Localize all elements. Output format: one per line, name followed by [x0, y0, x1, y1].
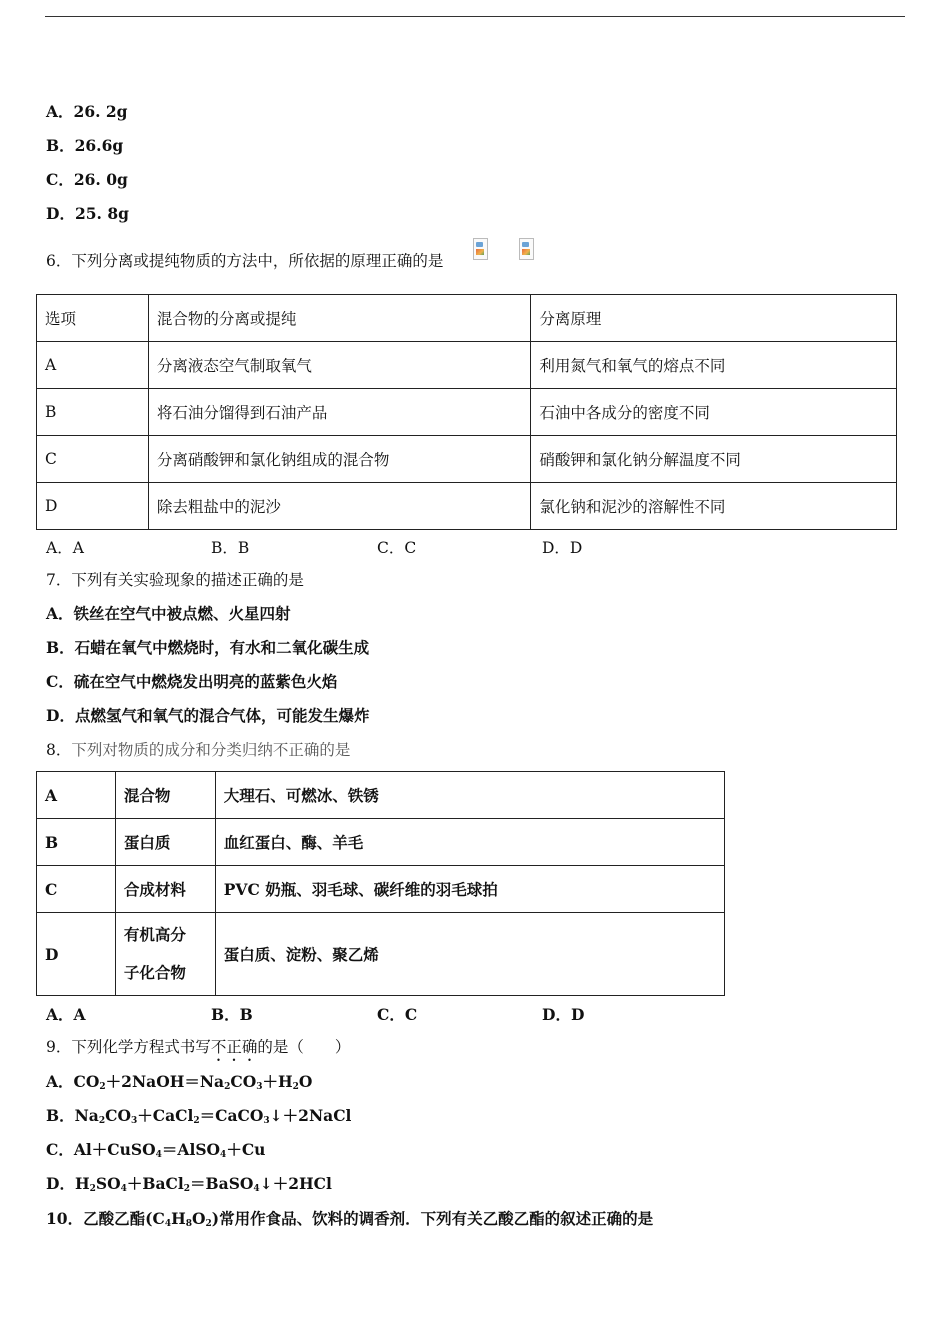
broken-image-icon	[473, 238, 488, 260]
table-cell: 合成材料	[115, 866, 215, 913]
q9-option-b[interactable]: B．$Na_2CO_3+CaCl_2=CaCO_3↓+2NaCl$	[46, 1106, 352, 1126]
q7-option-c[interactable]: C．硫在空气中燃烧发出明亮的蓝紫色火焰	[46, 672, 338, 691]
equation: $CO_2+2NaOH=Na_2CO_3+H_2O$	[73, 1072, 313, 1092]
q7-option-d[interactable]: D．点燃氢气和氧气的混合气体，可能发生爆炸	[46, 706, 370, 725]
q6-answer-c[interactable]: C．C	[377, 539, 417, 557]
q8-answer-b[interactable]: B．B	[211, 1005, 253, 1024]
q5-option-d[interactable]: D．25. 8g	[46, 204, 129, 223]
table-header-cell: 分离原理	[531, 295, 897, 342]
q7-stem: 7．下列有关实验现象的描述正确的是	[46, 571, 304, 589]
equation: $H_2SO_4+BaCl_2=BaSO_4↓+2HCl$	[74, 1174, 332, 1194]
table-cell: 将石油分馏得到石油产品	[148, 389, 531, 436]
table-cell: 蛋白质	[115, 819, 215, 866]
broken-image-icon	[519, 238, 534, 260]
table-row	[37, 389, 897, 436]
table-cell: 蛋白质、淀粉、聚乙烯	[215, 913, 724, 996]
q9-option-a[interactable]: A．$CO_2+2NaOH=Na_2CO_3+H_2O$	[46, 1072, 313, 1092]
table-cell	[115, 913, 215, 996]
table-row	[37, 436, 897, 483]
table-cell: B	[37, 389, 149, 436]
q8-answer-d[interactable]: D．D	[542, 1005, 585, 1024]
q6-answer-d[interactable]: D．D	[542, 539, 583, 557]
q8-answer-c[interactable]: C．C	[377, 1005, 418, 1024]
q8-stem	[46, 740, 350, 760]
table-cell: 混合物	[115, 772, 215, 819]
table-cell: 分离硝酸钾和氯化钠组成的混合物	[148, 436, 531, 483]
table-cell: 除去粗盐中的泥沙	[148, 483, 531, 530]
table-row	[37, 772, 725, 819]
q5-option-c[interactable]: C．26. 0g	[46, 170, 128, 189]
table-row	[37, 342, 897, 389]
q10-stem: 10．乙酸乙酯$(C_4H_8O_2)$常用作食品、饮料的调香剂．下列有关乙酸乙酯的叙述正确的是	[46, 1209, 654, 1229]
equation: $Na_2CO_3+CaCl_2=CaCO_3↓+2NaCl$	[74, 1106, 352, 1126]
table-cell: C	[37, 866, 116, 913]
q6-answer-b[interactable]: B．B	[211, 539, 250, 557]
q7-option-a[interactable]: A．铁丝在空气中被点燃、火星四射	[46, 604, 291, 623]
table-cell: PVC 奶瓶、羽毛球、碳纤维的羽毛球拍	[215, 866, 724, 913]
table-row	[37, 819, 725, 866]
table-cell: 硝酸钾和氯化钠分解温度不同	[531, 436, 897, 483]
table-cell: 利用氮气和氧气的熔点不同	[531, 342, 897, 389]
q5-option-a[interactable]: A．26. 2g	[46, 102, 128, 121]
table-cell: D	[37, 913, 116, 996]
header-rule	[45, 16, 905, 17]
table-cell: 大理石、可燃冰、铁锈	[215, 772, 724, 819]
table-cell-line: 有机高分	[123, 925, 186, 944]
table-cell: A	[37, 342, 149, 389]
q9-option-d[interactable]: D．$H_2SO_4+BaCl_2=BaSO_4↓+2HCl$	[46, 1174, 332, 1194]
table-cell: B	[37, 819, 116, 866]
q8-number: 8．	[46, 741, 72, 759]
table-cell: C	[37, 436, 149, 483]
q8-answer-row	[46, 1003, 846, 1023]
q6-answer-a[interactable]: A．A	[46, 539, 84, 557]
table-cell: 分离液态空气制取氧气	[148, 342, 531, 389]
table-header-row	[37, 295, 897, 342]
equation: Al＋CuSO$_4$＝AlSO$_4$＋Cu	[73, 1140, 266, 1160]
table-cell: 血红蛋白、酶、羊毛	[215, 819, 724, 866]
q7-option-b[interactable]: B．石蜡在氧气中燃烧时，有水和二氧化碳生成	[46, 638, 370, 657]
q8-text: 下列对物质的成分和分类归纳不正确的是	[71, 741, 351, 759]
emphasis-text: 不正确	[210, 1038, 258, 1056]
table-cell: D	[37, 483, 149, 530]
formula: 乙酸乙酯$(C_4H_8O_2)$	[83, 1209, 220, 1229]
table-row	[37, 866, 725, 913]
table-row	[37, 483, 897, 530]
q5-option-b[interactable]: B．26.6g	[46, 136, 124, 155]
q6-answer-row	[46, 536, 846, 556]
q8-answer-a[interactable]: A．A	[46, 1005, 86, 1024]
q8-table	[36, 771, 725, 996]
table-cell: 石油中各成分的密度不同	[531, 389, 897, 436]
table-header-cell: 选项	[37, 295, 149, 342]
table-cell-line: 子化合物	[123, 963, 186, 982]
q6-stem: 6．下列分离或提纯物质的方法中，所依据的原理正确的是	[46, 252, 444, 270]
q6-table	[36, 294, 897, 530]
q9-stem: 9．下列化学方程式书写不正确的是（ ）	[46, 1038, 351, 1056]
table-cell: 氯化钠和泥沙的溶解性不同	[531, 483, 897, 530]
table-cell: A	[37, 772, 116, 819]
table-row	[37, 913, 725, 996]
table-header-cell: 混合物的分离或提纯	[148, 295, 531, 342]
q9-option-c[interactable]: C．Al＋CuSO$_4$＝AlSO$_4$＋Cu	[46, 1140, 266, 1160]
